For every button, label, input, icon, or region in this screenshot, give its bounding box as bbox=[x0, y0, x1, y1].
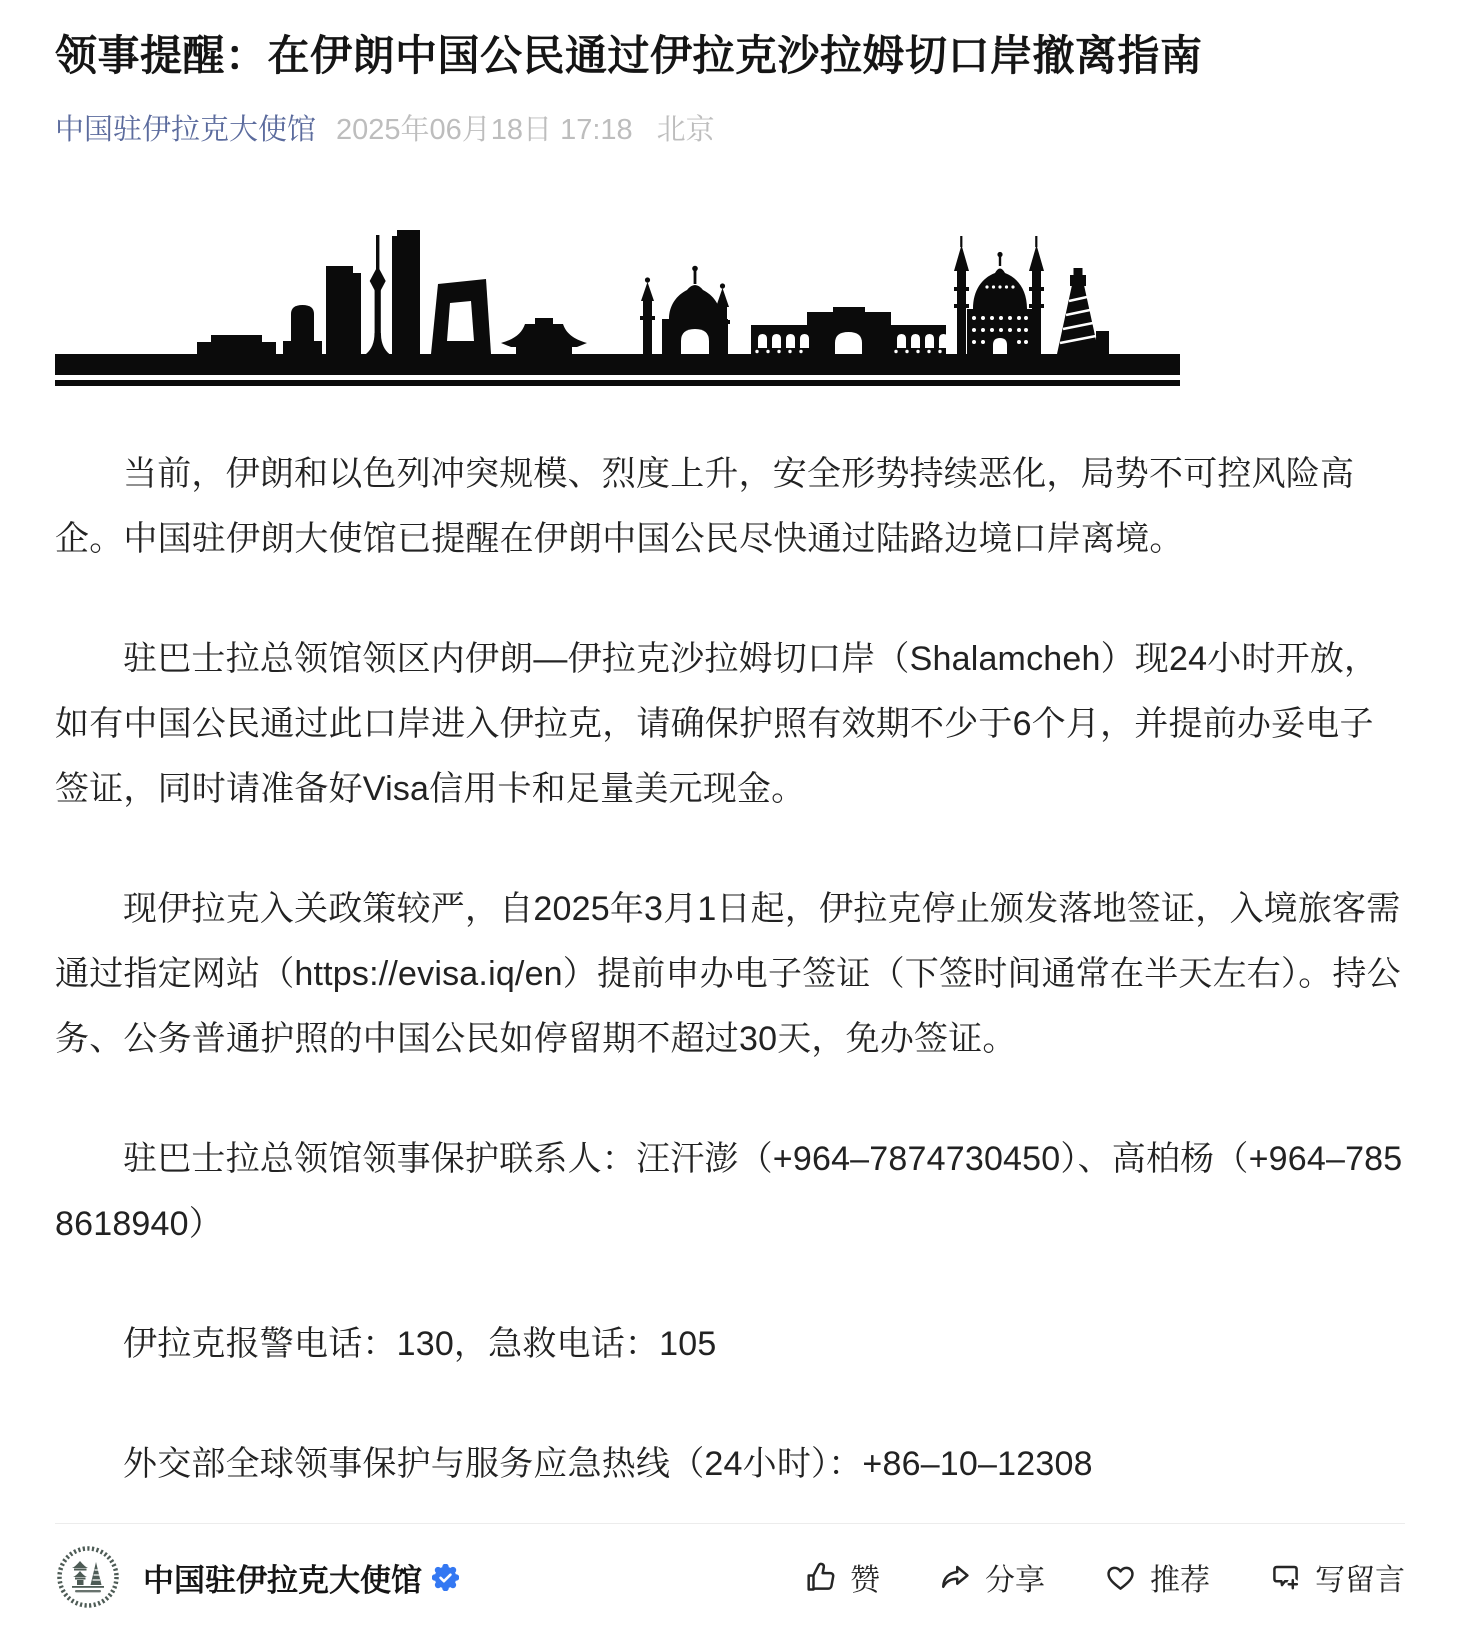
article-paragraph: 现伊拉克入关政策较严，自2025年3月1日起，伊拉克停止颁发落地签证，入境旅客需通过指定网站（https://evisa.iq/en）提前申办电子签证（下签时间通常在半天左右）。持公务、公务普通护照的中国公民如停留期不超过30天，免办签证。 bbox=[55, 890, 1401, 1059]
account-name[interactable]: 中国驻伊拉克大使馆 bbox=[143, 1562, 422, 1598]
write-comment-label: 写留言 bbox=[1315, 1564, 1405, 1598]
publish-time: 2025年06月18日 17:18 bbox=[336, 114, 633, 147]
publish-location: 北京 bbox=[656, 114, 715, 147]
tallest-tower bbox=[392, 230, 420, 354]
temple-roof bbox=[501, 324, 587, 347]
verified-badge-icon bbox=[432, 1564, 459, 1591]
article-paragraph: 伊拉克报警电话：130，急救电话：105 bbox=[123, 1325, 717, 1364]
hero-image bbox=[55, 230, 1405, 390]
article-paragraph: 驻巴士拉总领馆领事保护联系人：汪汗澎（+964–7874730450）、高柏杨（+964–7858618940） bbox=[55, 1140, 1403, 1244]
action-bar bbox=[803, 1555, 1405, 1599]
embassy-avatar[interactable] bbox=[55, 1544, 121, 1610]
account-info bbox=[55, 1544, 459, 1610]
page-title: 领事提醒：在伊朗中国公民通过伊拉克沙拉姆切口岸撤离指南 bbox=[55, 32, 1203, 79]
comment-plus-icon bbox=[1268, 1560, 1303, 1595]
onion-dome bbox=[669, 285, 721, 319]
like-button[interactable] bbox=[803, 1555, 880, 1599]
grand-dome bbox=[973, 269, 1027, 310]
skyline-silhouette-image bbox=[55, 230, 1180, 390]
recommend-label: 推荐 bbox=[1150, 1564, 1210, 1598]
footer-bar bbox=[55, 1523, 1405, 1636]
write-comment-button[interactable] bbox=[1268, 1555, 1405, 1599]
heart-icon bbox=[1103, 1560, 1138, 1595]
like-label: 赞 bbox=[850, 1564, 880, 1598]
recommend-button[interactable] bbox=[1103, 1555, 1210, 1599]
stepped-building bbox=[197, 335, 276, 354]
monument-column bbox=[291, 305, 314, 354]
article-paragraph: 当前，伊朗和以色列冲突规模、烈度上升，安全形势持续恶化，局势不可控风险高企。中国驻伊朗大使馆已提醒在伊朗中国公民尽快通过陆路边境口岸离境。 bbox=[55, 455, 1355, 559]
thumbs-up-icon bbox=[803, 1560, 838, 1595]
article-body bbox=[55, 442, 1405, 1497]
article-paragraph: 外交部全球领事保护与服务应急热线（24小时）：+86–10–12308 bbox=[123, 1445, 1093, 1484]
block-tower bbox=[326, 266, 361, 354]
author-link[interactable]: 中国驻伊拉克大使馆 bbox=[55, 114, 317, 147]
share-label: 分享 bbox=[985, 1564, 1045, 1598]
article-meta bbox=[55, 107, 1405, 148]
article-paragraph: 驻巴士拉总领馆领区内伊朗—伊拉克沙拉姆切口岸（Shalamcheh）现24小时开放，如有中国公民通过此口岸进入伊拉克，请确保护照有效期不少于6个月，并提前办妥电子签证，同时请准备好Visa信用卡和足量美元现金。 bbox=[55, 640, 1379, 809]
share-button[interactable] bbox=[938, 1555, 1045, 1599]
share-icon bbox=[938, 1560, 973, 1595]
